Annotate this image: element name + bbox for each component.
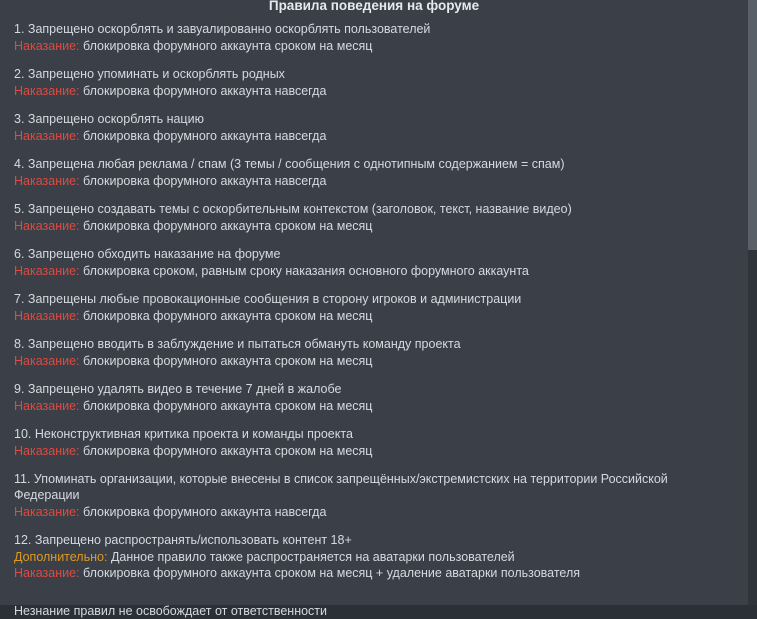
penalty-value: блокировка форумного аккаунта сроком на месяц <box>83 309 373 323</box>
rule-text: 6. Запрещено обходить наказание на форуме <box>14 247 281 261</box>
rule-text: 10. Неконструктивная критика проекта и команды проекта <box>14 427 353 441</box>
rule-penalty <box>14 218 734 234</box>
rule-penalty <box>14 398 734 414</box>
rule-text: 5. Запрещено создавать темы с оскорбительным контекстом (заголовок, текст, название видео) <box>14 202 572 216</box>
rule-penalty <box>14 443 734 459</box>
rule-text: 9. Запрещено удалять видео в течение 7 дней в жалобе <box>14 382 342 396</box>
penalty-label: Наказание: <box>14 399 80 413</box>
penalty-label: Наказание: <box>14 566 80 580</box>
rule-penalty <box>14 308 734 324</box>
rule-penalty <box>14 83 734 99</box>
penalty-label: Наказание: <box>14 39 80 53</box>
rule-item <box>14 291 734 324</box>
penalty-label: Наказание: <box>14 264 80 278</box>
rule-item <box>14 156 734 189</box>
rule-item <box>14 532 734 581</box>
rule-text: 1. Запрещено оскорблять и завуалированно оскорблять пользователей <box>14 22 431 36</box>
rule-text: 12. Запрещено распространять/использовать контент 18+ <box>14 533 352 547</box>
extra-label: Дополнительно: <box>14 550 108 564</box>
penalty-value: блокировка форумного аккаунта навсегда <box>83 505 327 519</box>
scrollbar[interactable] <box>748 0 757 605</box>
penalty-value: блокировка сроком, равным сроку наказания основного форумного аккаунта <box>83 264 529 278</box>
rule-penalty <box>14 353 734 369</box>
penalty-value: блокировка форумного аккаунта навсегда <box>83 84 327 98</box>
rule-item <box>14 336 734 369</box>
penalty-label: Наказание: <box>14 219 80 233</box>
rule-text: 11. Упоминать организации, которые внесены в список запрещённых/экстремистских на территории Российской Федерации <box>14 472 668 502</box>
penalty-label: Наказание: <box>14 505 80 519</box>
penalty-value: блокировка форумного аккаунта сроком на месяц <box>83 399 373 413</box>
rule-penalty <box>14 38 734 54</box>
rule-text: 2. Запрещено упоминать и оскорблять родных <box>14 67 285 81</box>
rule-text: 4. Запрещена любая реклама / спам (3 темы / сообщения с однотипным содержанием = спам) <box>14 157 565 171</box>
penalty-label: Наказание: <box>14 84 80 98</box>
rule-item <box>14 381 734 414</box>
penalty-label: Наказание: <box>14 354 80 368</box>
rule-item <box>14 426 734 459</box>
rule-extra <box>14 549 734 565</box>
penalty-value: блокировка форумного аккаунта сроком на месяц + удаление аватарки пользователя <box>83 566 581 580</box>
penalty-value: блокировка форумного аккаунта сроком на месяц <box>83 39 373 53</box>
rule-penalty <box>14 263 734 279</box>
rule-item <box>14 246 734 279</box>
rule-item <box>14 471 734 520</box>
rule-text: 7. Запрещены любые провокационные сообщения в сторону игроков и администрации <box>14 292 522 306</box>
page-title: Правила поведения на форуме <box>268 0 480 13</box>
rule-penalty <box>14 504 734 520</box>
penalty-value: блокировка форумного аккаунта навсегда <box>83 129 327 143</box>
penalty-value: блокировка форумного аккаунта сроком на месяц <box>83 444 373 458</box>
penalty-label: Наказание: <box>14 444 80 458</box>
footer-note: Незнание правил не освобождает от ответственности <box>14 604 328 618</box>
extra-value: Данное правило также распространяется на аватарки пользователей <box>110 550 515 564</box>
penalty-value: блокировка форумного аккаунта сроком на месяц <box>83 354 373 368</box>
penalty-value: блокировка форумного аккаунта навсегда <box>83 174 327 188</box>
rule-text: 3. Запрещено оскорблять нацию <box>14 112 204 126</box>
penalty-label: Наказание: <box>14 309 80 323</box>
rule-item <box>14 66 734 99</box>
penalty-value: блокировка форумного аккаунта сроком на месяц <box>83 219 373 233</box>
penalty-label: Наказание: <box>14 174 80 188</box>
rule-penalty <box>14 128 734 144</box>
scrollbar-thumb[interactable] <box>748 0 757 250</box>
rule-item <box>14 111 734 144</box>
penalty-label: Наказание: <box>14 129 80 143</box>
rule-item <box>14 201 734 234</box>
rule-item <box>14 21 734 54</box>
rule-penalty <box>14 565 734 581</box>
rule-text: 8. Запрещено вводить в заблуждение и пытаться обмануть команду проекта <box>14 337 461 351</box>
rule-penalty <box>14 173 734 189</box>
